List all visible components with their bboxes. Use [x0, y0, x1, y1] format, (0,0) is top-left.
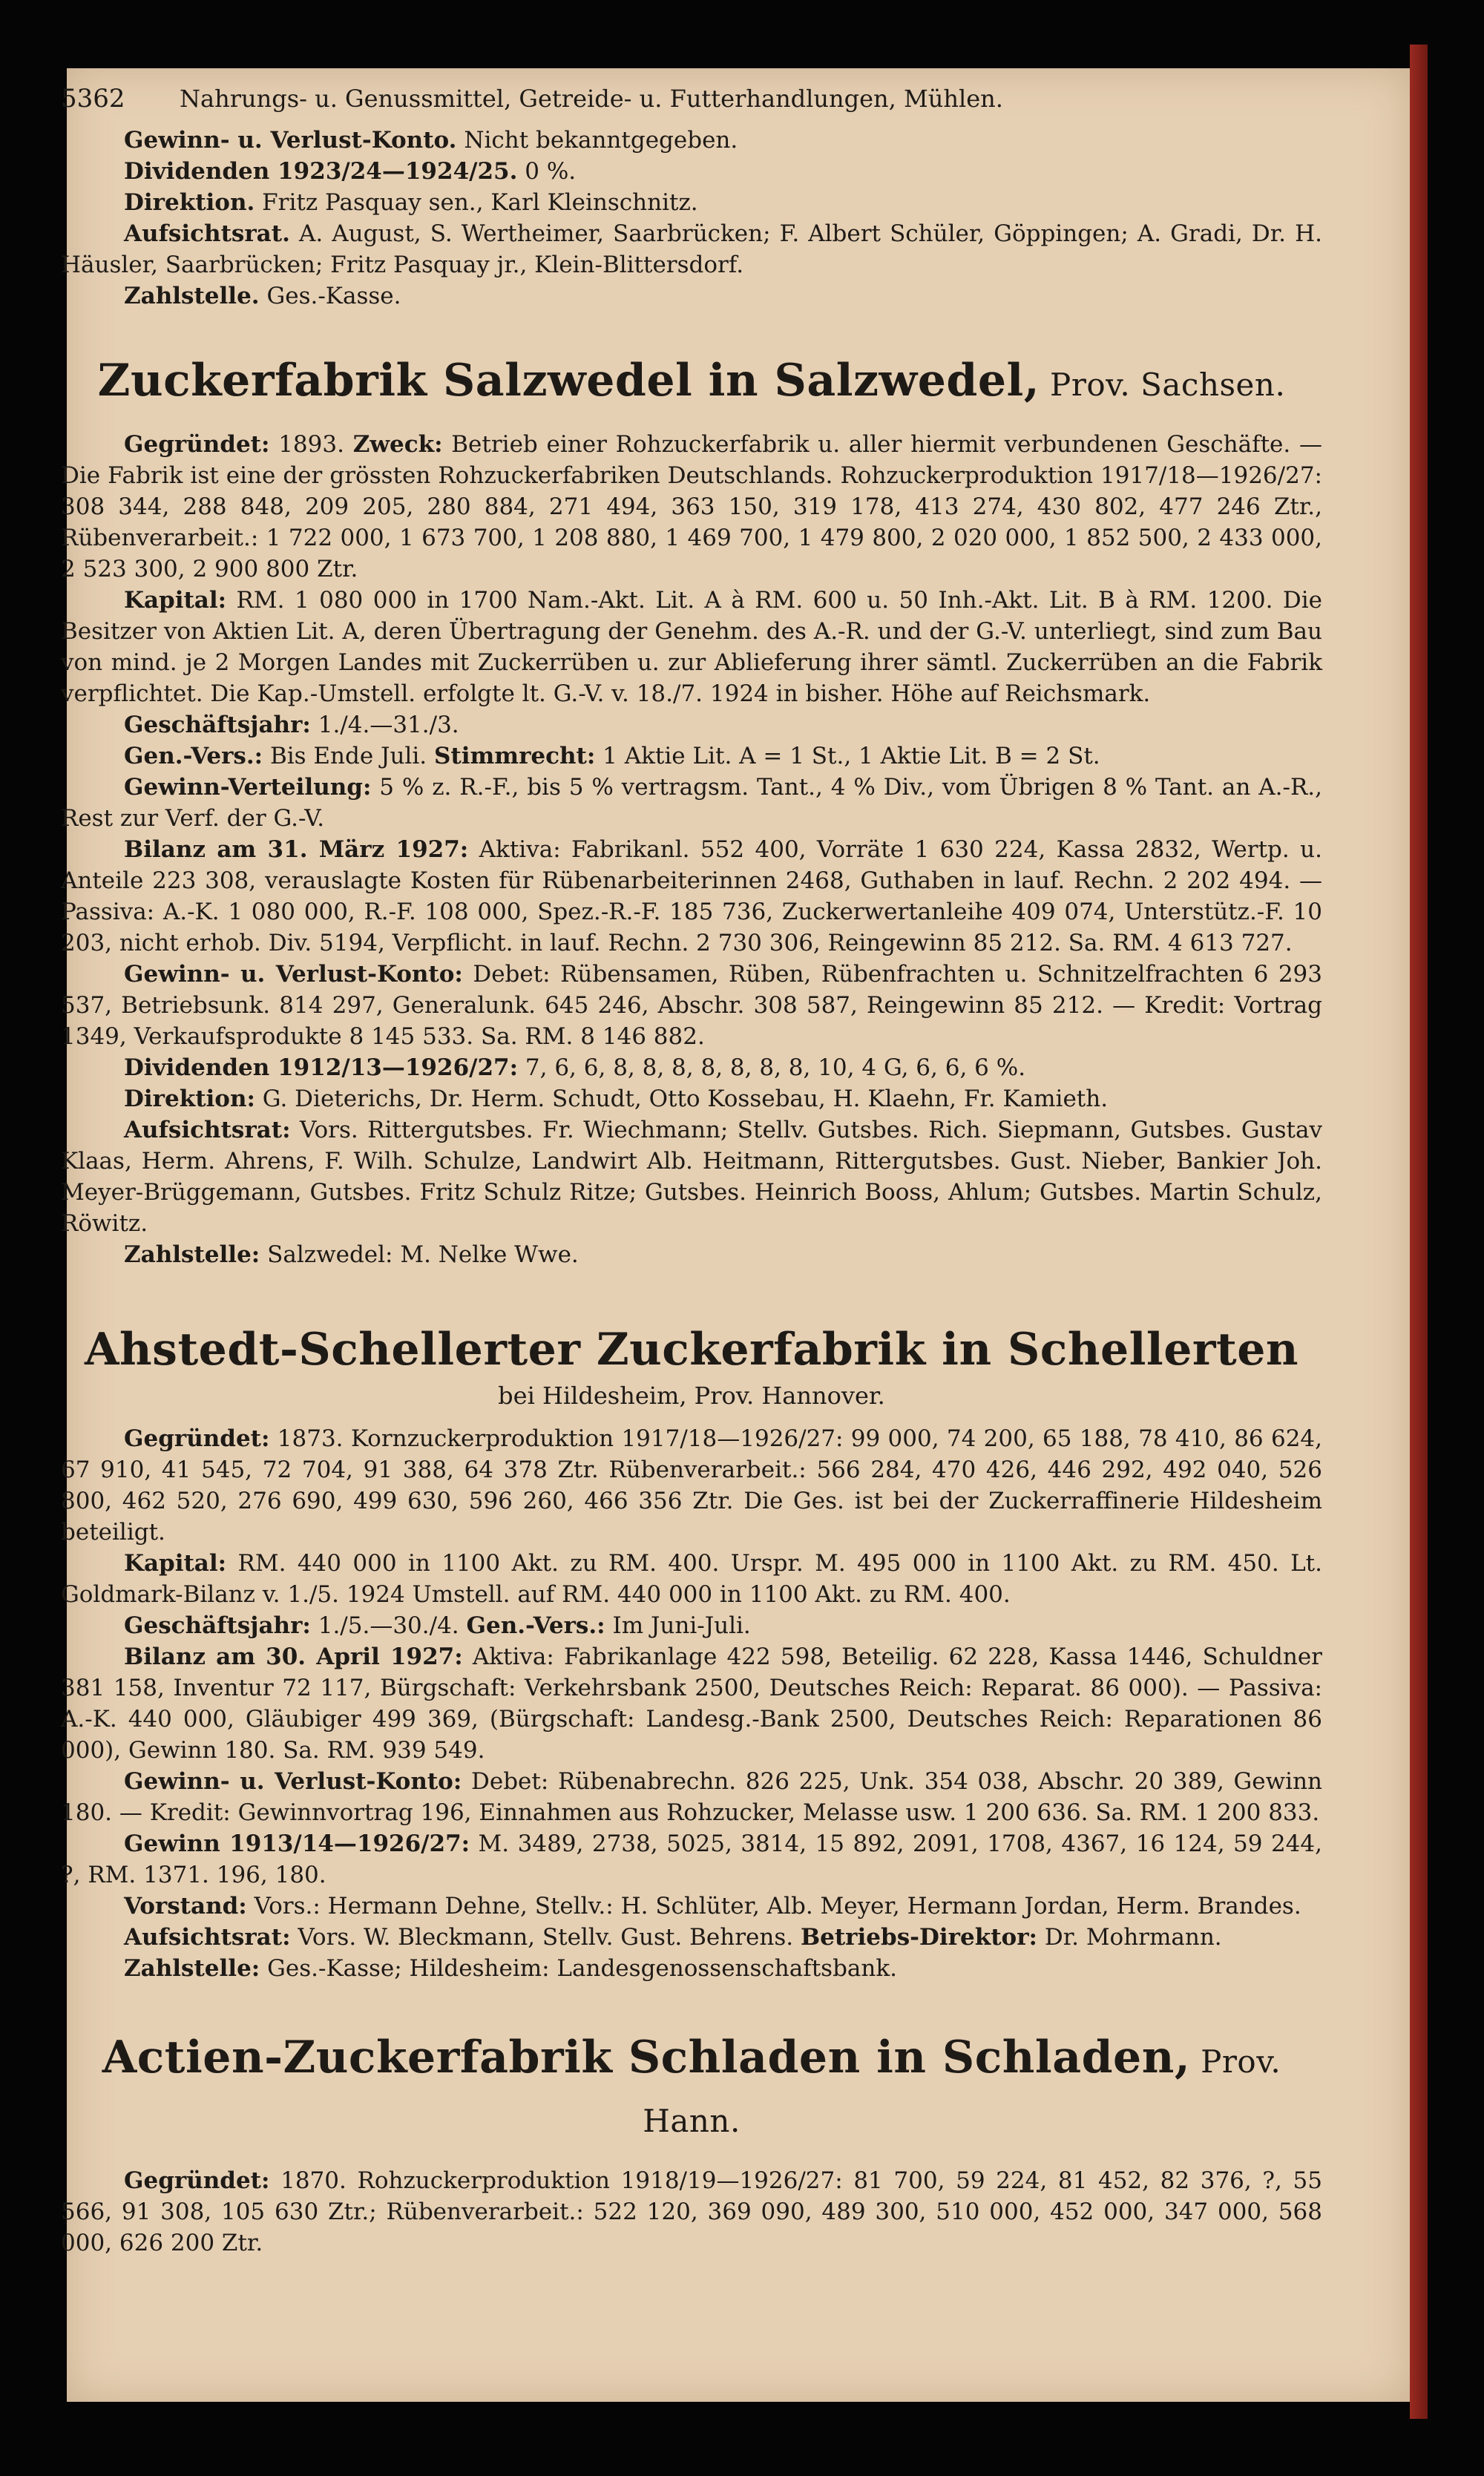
- entry-prev-ar: Aufsichtsrat. A. August, S. Wertheimer, Saarbrücken; F. Albert Schüler, Göppingen; A. Gradi, Dr. H. Häusler, Saarbrücken; Fritz Pasquay jr., Klein-Blittersdorf.: [61, 220, 1322, 278]
- company-title-ahstedt: Ahstedt-Schellerter Zuckerfabrik in Schellerten: [85, 1324, 1298, 1376]
- ahstedt-gegruendet: Gegründet: 1873. Kornzuckerproduktion 1917/18—1926/27: 99 000, 74 200, 65 188, 78 410, 86 624, 67 910, 41 545, 72 704, 91 388, 64 378 Ztr. Rübenverarbeit.: 566 284, 470 426, 446 292, 492 040, 526 800, 462 520, 276 690, 499 630, 596 260, 466 356 Ztr. Die Ges. ist bei der Zuckerraffinerie Hildesheim beteiligt.: [61, 1425, 1322, 1546]
- salzwedel-gegruendet: Gegründet: 1893. Zweck: Betrieb einer Rohzuckerfabrik u. aller hiermit verbundenen Geschäfte. — Die Fabrik ist eine der grössten Rohzuckerfabriken Deutschlands. Rohzuckerproduktion 1917/18—1926/27: 308 344, 288 848, 209 205, 280 884, 271 494, 363 150, 319 178, 413 274, 430 802, 477 246 Ztr., Rübenverarbeit.: 1 722 000, 1 673 700, 1 208 880, 1 469 700, 1 479 800, 2 020 000, 1 852 500, 2 433 000, 2 523 300, 2 900 800 Ztr.: [61, 431, 1322, 582]
- ahstedt-guv: Gewinn- u. Verlust-Konto: Debet: Rübenabrechn. 826 225, Unk. 354 038, Abschr. 20 389, Gewinn 180. — Kredit: Gewinnvortrag 196, Einnahmen aus Rohzucker, Melasse usw. 1 200 636. Sa. RM. 1 200 833.: [61, 1768, 1323, 1826]
- ahstedt-gewinn: Gewinn 1913/14—1926/27: M. 3489, 2738, 5025, 3814, 15 892, 2091, 1708, 4367, 16 124, 59 244, ?, RM. 1371. 196, 180.: [61, 1830, 1322, 1888]
- ahstedt-geschaeftsjahr: Geschäftsjahr: 1./5.—30./4. Gen.-Vers.: Im Juni-Juli.: [124, 1612, 751, 1639]
- salzwedel-genvers: Gen.-Vers.: Bis Ende Juli. Stimmrecht: 1 Aktie Lit. A = 1 St., 1 Aktie Lit. B = 2 St.: [124, 743, 1100, 769]
- book-edge: [1410, 45, 1428, 2419]
- running-header: [61, 83, 1322, 114]
- salzwedel-gewinnverteilung: Gewinn-Verteilung: 5 % z. R.-F., bis 5 % vertragsm. Tant., 4 % Div., vom Übrigen 8 % Tant. an A.-R., Rest zur Verf. der G.-V.: [61, 774, 1322, 832]
- salzwedel-guv: Gewinn- u. Verlust-Konto: Debet: Rübensamen, Rüben, Rübenfrachten u. Schnitzelfrachten 6 293 537, Betriebsunk. 814 297, Generalunk. 645 246, Abschr. 308 587, Reingewinn 85 212. — Kredit: Vortrag 1349, Verkaufsprodukte 8 145 533. Sa. RM. 8 146 882.: [61, 961, 1322, 1050]
- schladen-gegruendet: Gegründet: 1870. Rohzuckerproduktion 1918/19—1926/27: 81 700, 59 224, 81 452, 82 376, ?, 55 566, 91 308, 105 630 Ztr.; Rübenverarbeit.: 522 120, 369 090, 489 300, 510 000, 452 000, 347 000, 568 000, 626 200 Ztr.: [61, 2167, 1322, 2256]
- ahstedt-bilanz: Bilanz am 30. April 1927: Aktiva: Fabrikanlage 422 598, Beteilig. 62 228, Kassa 1446, Schuldner 381 158, Inventur 72 117, Bürgschaft: Verkehrsbank 2500, Deutsches Reich: Reparat. 86 000). — Passiva: A.-K. 440 000, Gläubiger 499 369, (Bürgschaft: Landesg.-Bank 2500, Deutsches Reich: Reparationen 86 000), Gewinn 180. Sa. RM. 939 549.: [61, 1643, 1322, 1764]
- salzwedel-kapital: Kapital: RM. 1 080 000 in 1700 Nam.-Akt. Lit. A à RM. 600 u. 50 Inh.-Akt. Lit. B à RM. 1200. Die Besitzer von Aktien Lit. A, deren Übertragung der Genehm. des A.-R. und der G.-V. unterliegt, sind zum Bau von mind. je 2 Morgen Landes mit Zuckerrüben u. zur Ablieferung ihrer sämtl. Zuckerrüben an die Fabrik verpflichtet. Die Kap.-Umstell. erfolgte lt. G.-V. v. 18./7. 1924 in bisher. Höhe auf Reichsmark.: [61, 587, 1322, 707]
- running-title: Nahrungs- u. Genussmittel, Getreide- u. Futterhandlungen, Mühlen.: [180, 85, 1003, 113]
- ahstedt-aufsichtsrat: Aufsichtsrat: Vors. W. Bleckmann, Stellv. Gust. Behrens. Betriebs-Direktor: Dr. Mohrmann.: [124, 1924, 1222, 1951]
- company-subtitle-ahstedt: bei Hildesheim, Prov. Hannover.: [498, 1382, 885, 1410]
- salzwedel-bilanz: Bilanz am 31. März 1927: Aktiva: Fabrikanl. 552 400, Vorräte 1 630 224, Kassa 2832, Wertp. u. Anteile 223 308, verauslagte Kosten für Rübenarbeiterinnen 2468, Guthaben in lauf. Rechn. 2 202 494. — Passiva: A.-K. 1 080 000, R.-F. 108 000, Spez.-R.-F. 185 736, Zuckerwertanleihe 409 074, Unterstütz.-F. 10 203, nicht erhob. Div. 5194, Verpflicht. in lauf. Rechn. 2 730 306, Reingewinn 85 212. Sa. RM. 4 613 727.: [61, 836, 1322, 956]
- entry-prev-dir: Direktion. Fritz Pasquay sen., Karl Kleinschnitz.: [124, 189, 698, 216]
- ahstedt-zahlstelle: Zahlstelle: Ges.-Kasse; Hildesheim: Landesgenossenschaftsbank.: [124, 1955, 898, 1982]
- ahstedt-kapital: Kapital: RM. 440 000 in 1100 Akt. zu RM. 400. Urspr. M. 495 000 in 1100 Akt. zu RM. 450. Lt. Goldmark-Bilanz v. 1./5. 1924 Umstell. auf RM. 440 000 in 1100 Akt. zu RM. 400.: [61, 1550, 1322, 1608]
- entry-prev-div: Dividenden 1923/24—1924/25. 0 %.: [124, 158, 577, 185]
- salzwedel-direktion: Direktion: G. Dieterichs, Dr. Herm. Schudt, Otto Kossebau, H. Klaehn, Fr. Kamieth.: [124, 1086, 1109, 1112]
- entry-prev-zs: Zahlstelle. Ges.-Kasse.: [124, 283, 401, 309]
- salzwedel-geschaeftsjahr: Geschäftsjahr: 1./4.—31./3.: [124, 712, 459, 738]
- ahstedt-vorstand: Vorstand: Vors.: Hermann Dehne, Stellv.: H. Schlüter, Alb. Meyer, Hermann Jordan, Herm. Brandes.: [124, 1893, 1301, 1920]
- document-body: [61, 83, 1322, 2259]
- entry-prev-gv: Gewinn- u. Verlust-Konto. Nicht bekanntgegeben.: [124, 127, 738, 154]
- company-title-salzwedel: Zuckerfabrik Salzwedel in Salzwedel, Prov. Sachsen.: [97, 355, 1286, 407]
- page-number: 5362: [61, 84, 125, 114]
- company-title-schladen: Actien-Zuckerfabrik Schladen in Schladen, Prov. Hann.: [102, 2032, 1281, 2139]
- salzwedel-zahlstelle: Zahlstelle: Salzwedel: M. Nelke Wwe.: [124, 1241, 579, 1268]
- salzwedel-dividenden: Dividenden 1912/13—1926/27: 7, 6, 6, 8, 8, 8, 8, 8, 8, 8, 10, 4 G, 6, 6, 6 %.: [124, 1054, 1026, 1081]
- salzwedel-aufsichtsrat: Aufsichtsrat: Vors. Rittergutsbes. Fr. Wiechmann; Stellv. Gutsbes. Rich. Siepmann, Gutsbes. Gustav Klaas, Herm. Ahrens, F. Wilh. Schulze, Landwirt Alb. Heitmann, Rittergutsbes. Gust. Nieber, Bankier Joh. Meyer-Brüggemann, Gutsbes. Fritz Schulz Ritze; Gutsbes. Heinrich Booss, Ahlum; Gutsbes. Martin Schulz, Röwitz.: [61, 1117, 1322, 1237]
